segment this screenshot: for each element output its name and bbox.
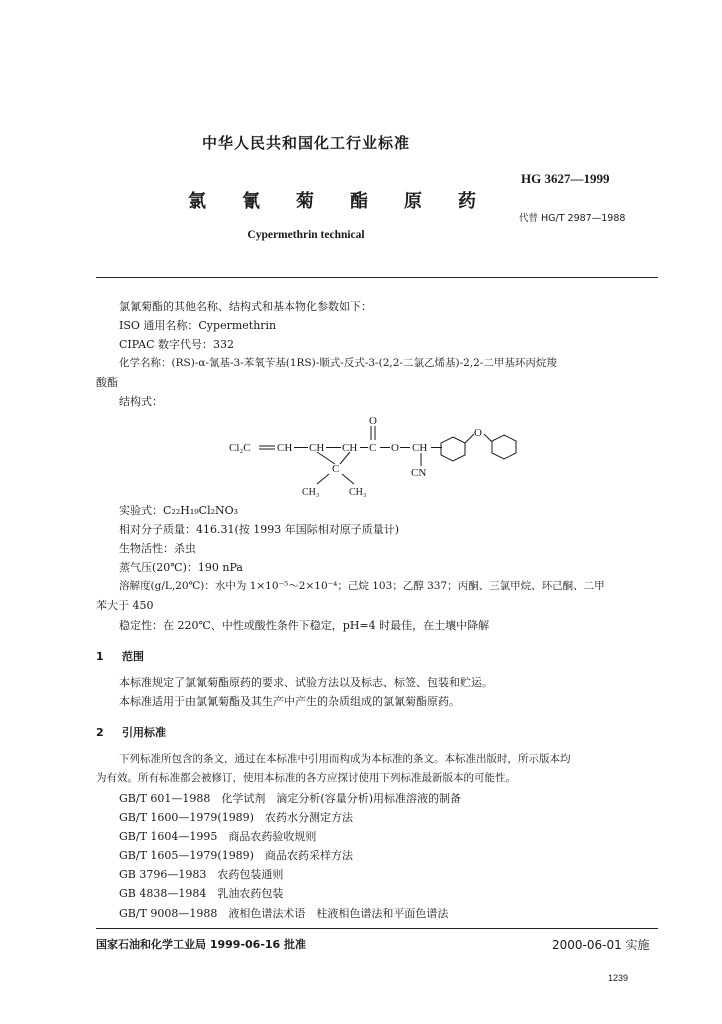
- section-1-number: 1: [96, 650, 104, 663]
- ester-oxygen: O: [391, 442, 399, 454]
- page-number: 1239: [608, 973, 629, 983]
- section-1-line2: 本标准适用于由氯氰菊酯及其生产中产生的杂质组成的氯氰菊酯原药。: [119, 695, 460, 708]
- solubility-line1: 溶解度(g/L,20℃)：水中为 1×10⁻⁵～2×10⁻⁴；己烷 103；乙醇 337；丙酮、三氯甲烷、环己酮、二甲: [119, 580, 605, 592]
- section-1-line1: 本标准规定了氯氰菊酯原药的要求、试验方法以及标志、标签、包装和贮运。: [119, 676, 493, 689]
- reference-item: GB 3796—1983 农药包装通则: [119, 868, 284, 881]
- document-title-cn: 氯氰菊酯原药: [188, 191, 512, 212]
- structural-formula: [228, 410, 528, 502]
- section-2-heading: [96, 724, 166, 740]
- standard-category-title: 中华人民共和国化工行业标准: [201, 134, 410, 152]
- carbonyl-oxygen: O: [369, 415, 377, 427]
- reference-item: GB/T 601—1988 化学试剂 滴定分析(容量分析)用标准溶液的制备: [119, 792, 461, 805]
- structure-label: 结构式：: [119, 395, 163, 408]
- footer-rule: [96, 928, 658, 929]
- standard-number: HG 3627—1999: [521, 171, 610, 186]
- vapor-pressure: 蒸气压(20℃)：190 nPa: [119, 561, 243, 574]
- document-title-en: Cypermethrin technical: [247, 229, 365, 241]
- methyl-right: CH₃: [349, 487, 367, 498]
- reference-item: GB/T 9008—1988 液相色谱法术语 柱液相色谱法和平面色谱法: [119, 907, 449, 920]
- carbonyl-carbon: C: [369, 442, 377, 454]
- ch-group-2: CH: [309, 442, 325, 454]
- cyano-group: CN: [411, 467, 427, 479]
- methyl-left: CH₃: [302, 487, 320, 498]
- quaternary-carbon: C: [332, 463, 340, 475]
- molecular-mass: 相对分子质量：416.31(按 1993 年国际相对原子质量计): [119, 523, 400, 536]
- cipac-code: CIPAC 数字代号：332: [119, 338, 235, 351]
- chemical-name-line2: 酸酯: [96, 376, 118, 389]
- solubility-line2: 苯大于 450: [96, 599, 154, 612]
- section-2-intro-line1: 下列标准所包含的条文，通过在本标准中引用而构成为本标准的条文。本标准出版时，所示版本均: [119, 753, 571, 765]
- intro-line: 氯氰菊酯的其他名称、结构式和基本物化参数如下：: [119, 300, 372, 313]
- section-2-title: 引用标准: [122, 726, 166, 739]
- cl2c-group: Cl₂C: [229, 442, 251, 454]
- iso-name: ISO 通用名称：Cypermethrin: [119, 319, 277, 332]
- section-1-heading: [96, 648, 144, 664]
- section-2-intro-line2: 为有效。所有标准都会被修订，使用本标准的各方应探讨使用下列标准最新版本的可能性。: [96, 772, 516, 784]
- stability: 稳定性：在 220℃、中性或酸性条件下稳定，pH=4 时最佳，在土壤中降解: [119, 619, 490, 632]
- implementation-date: 2000-06-01 实施: [552, 938, 650, 952]
- header-rule: [96, 277, 658, 278]
- ch-group-1: CH: [277, 442, 293, 454]
- section-1-title: 范围: [122, 650, 144, 663]
- reference-item: GB/T 1604—1995 商品农药验收规则: [119, 830, 317, 843]
- chemical-name-line1: 化学名称：(RS)-α-氰基-3-苯氧苄基(1RS)-顺式-反式-3-(2,2-二氯乙烯基)-2,2-二甲基环丙烷羧: [119, 357, 557, 369]
- replaces-standard: 代替 HG/T 2987—1988: [519, 213, 626, 224]
- reference-item: GB 4838—1984 乳油农药包装: [119, 887, 284, 900]
- reference-item: GB/T 1605—1979(1989) 商品农药采样方法: [119, 849, 353, 862]
- ch-group-3: CH: [342, 442, 358, 454]
- ch-group-4: CH: [412, 442, 428, 454]
- bioactivity: 生物活性：杀虫: [119, 542, 196, 555]
- empirical-formula: 实验式：C₂₂H₁₉Cl₂NO₃: [119, 504, 239, 517]
- approval-note: 国家石油和化学工业局 1999-06-16 批准: [96, 938, 307, 951]
- reference-item: GB/T 1600—1979(1989) 农药水分测定方法: [119, 811, 353, 824]
- phenoxy-oxygen: O: [474, 427, 482, 439]
- section-2-number: 2: [96, 726, 104, 739]
